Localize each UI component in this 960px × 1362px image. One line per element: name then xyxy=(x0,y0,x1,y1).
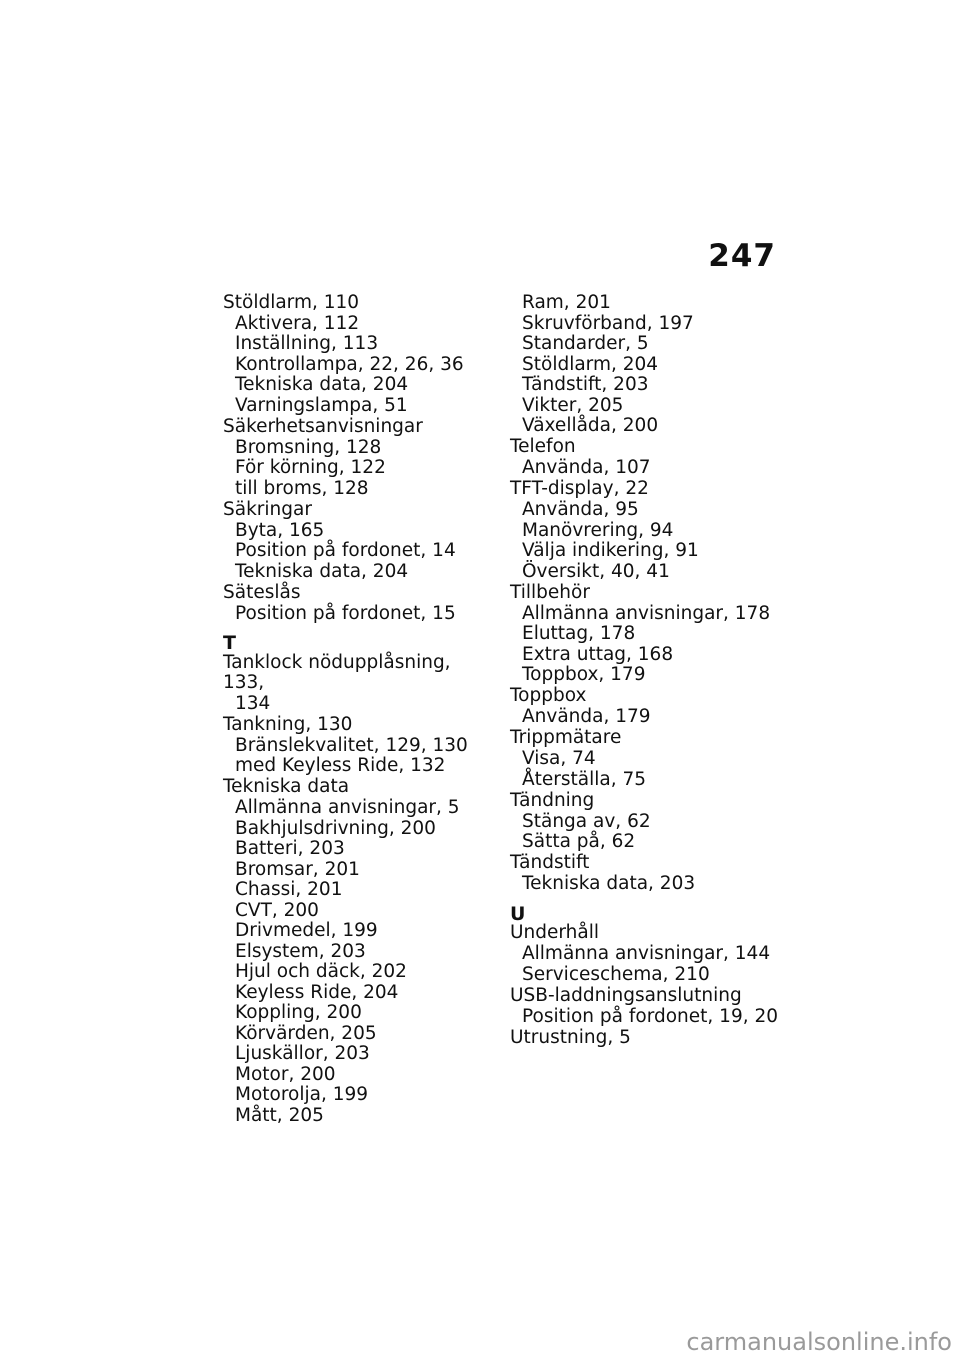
index-entry xyxy=(223,499,493,582)
index-entry xyxy=(510,790,780,853)
index-subentry: Position på fordonet, 15 xyxy=(235,602,456,624)
index-entry xyxy=(223,582,493,624)
index-column-left xyxy=(223,292,493,1126)
index-subentry: Standarder, 5 xyxy=(522,333,649,354)
index-subentry: Tändstift, 203 xyxy=(522,374,649,395)
index-subentry: Körvärden, 205 xyxy=(235,1022,377,1044)
index-subentry: Koppling, 200 xyxy=(235,1002,362,1023)
index-subentry: Keyless Ride, 204 xyxy=(235,981,399,1003)
index-entry-heading: Utrustning, 5 xyxy=(510,1026,631,1048)
index-subentry: med Keyless Ride, 132 xyxy=(235,755,446,776)
index-entry xyxy=(510,985,780,1027)
index-subentry: Stänga av, 62 xyxy=(522,810,651,832)
index-subentry: Återställa, 75 xyxy=(522,768,647,790)
index-subentry: Mått, 205 xyxy=(235,1104,324,1126)
index-subentry: Visa, 74 xyxy=(522,748,596,769)
index-subentry: Bakhjulsdrivning, 200 xyxy=(235,817,436,839)
index-subentry: Kontrollampa, 22, 26, 36 xyxy=(235,353,464,375)
index-subentry: Elsystem, 203 xyxy=(235,940,366,962)
index-subentry: CVT, 200 xyxy=(235,899,319,921)
index-subentry: Ram, 201 xyxy=(522,292,611,313)
index-subentry: Aktivera, 112 xyxy=(235,312,360,334)
watermark-text: carmanualsonline.info xyxy=(686,1328,952,1356)
index-entry-heading: TFT-display, 22 xyxy=(510,478,649,499)
index-entry xyxy=(510,1027,780,1048)
index-subentry: Bromsning, 128 xyxy=(235,436,382,458)
index-entry-heading: Underhåll xyxy=(510,922,600,943)
index-subentry: Översikt, 40, 41 xyxy=(522,560,670,582)
index-entry-heading: Tillbehör xyxy=(510,581,590,603)
index-entry xyxy=(223,292,493,416)
index-subentry: Använda, 95 xyxy=(522,499,639,520)
index-entry-heading: Toppbox xyxy=(510,685,587,706)
index-subentry: Använda, 179 xyxy=(522,706,651,727)
index-subentry: Allmänna anvisningar, 5 xyxy=(235,797,460,818)
index-entry-continuation: 134 xyxy=(235,692,271,714)
index-subentry: Bromsar, 201 xyxy=(235,858,360,880)
index-entry xyxy=(510,292,780,437)
index-entry xyxy=(223,416,493,499)
index-subentry: Växellåda, 200 xyxy=(522,415,659,436)
index-entry-heading: Säkringar xyxy=(223,498,312,520)
index-subentry: Inställning, 113 xyxy=(235,333,379,354)
index-entry-heading: Tekniska data xyxy=(223,776,350,797)
index-entry xyxy=(510,686,780,728)
index-entry-heading: Tändning xyxy=(510,789,595,811)
index-entry-heading: Trippmätare xyxy=(510,727,622,748)
index-subentry: Ljuskällor, 203 xyxy=(235,1043,370,1064)
index-subentry: Motorolja, 199 xyxy=(235,1084,369,1105)
index-subentry: Vikter, 205 xyxy=(522,394,624,416)
index-entry xyxy=(223,714,493,777)
index-subentry: Sätta på, 62 xyxy=(522,831,636,852)
index-entry xyxy=(510,853,780,895)
index-subentry: Batteri, 203 xyxy=(235,838,345,859)
index-subentry: Drivmedel, 199 xyxy=(235,920,378,941)
index-entry-heading: Säteslås xyxy=(223,581,301,603)
index-subentry: Allmänna anvisningar, 178 xyxy=(522,602,771,624)
index-entry-heading: Tändstift xyxy=(510,852,590,873)
index-subentry: Eluttag, 178 xyxy=(522,623,636,644)
index-entry-heading: Tankning, 130 xyxy=(223,713,353,735)
index-subentry: Skruvförband, 197 xyxy=(522,312,694,334)
index-entry xyxy=(510,479,780,583)
index-subentry: Extra uttag, 168 xyxy=(522,643,674,665)
index-subentry: Motor, 200 xyxy=(235,1063,336,1085)
index-subentry: Byta, 165 xyxy=(235,519,325,541)
index-subentry: Varningslampa, 51 xyxy=(235,394,408,416)
index-subentry: Välja indikering, 91 xyxy=(522,540,699,561)
index-subentry: Hjul och däck, 202 xyxy=(235,961,407,982)
index-subentry: Bränslekvalitet, 129, 130 xyxy=(235,734,468,756)
index-subentry: Chassi, 201 xyxy=(235,879,343,900)
index-subentry: Toppbox, 179 xyxy=(522,664,646,685)
index-entry xyxy=(223,777,493,1127)
index-subentry: Använda, 107 xyxy=(522,457,651,478)
index-subentry: Tekniska data, 203 xyxy=(522,873,696,894)
index-subentry: Tekniska data, 204 xyxy=(235,374,409,395)
index-subentry: till broms, 128 xyxy=(235,477,369,499)
index-entry-heading: USB-laddningsanslutning xyxy=(510,984,742,1006)
index-subentry: Stöldlarm, 204 xyxy=(522,353,659,375)
index-subentry: Position på fordonet, 14 xyxy=(235,540,456,561)
index-subentry: Position på fordonet, 19, 20 xyxy=(522,1005,779,1027)
index-section-letter: T xyxy=(223,632,236,654)
index-subentry: Tekniska data, 204 xyxy=(235,560,409,582)
index-entry xyxy=(510,582,780,686)
index-subentry: Allmänna anvisningar, 144 xyxy=(522,943,771,964)
index-entry-heading: Säkerhetsanvisningar xyxy=(223,415,423,437)
index-entry-heading: Telefon xyxy=(510,436,576,457)
index-entry xyxy=(223,652,493,714)
index-entry xyxy=(510,437,780,479)
index-subentry: Serviceschema, 210 xyxy=(522,963,710,985)
index-section-letter: U xyxy=(510,902,526,925)
index-column-right xyxy=(510,292,780,1048)
index-entry-heading: Stöldlarm, 110 xyxy=(223,291,360,313)
index-entry xyxy=(510,728,780,791)
index-subentry: Manövrering, 94 xyxy=(522,519,674,541)
index-entry xyxy=(510,923,780,986)
index-entry-heading: Tanklock nödupplåsning, 133, xyxy=(223,651,451,693)
page-number: 247 xyxy=(708,238,776,274)
index-subentry: För körning, 122 xyxy=(235,457,386,478)
